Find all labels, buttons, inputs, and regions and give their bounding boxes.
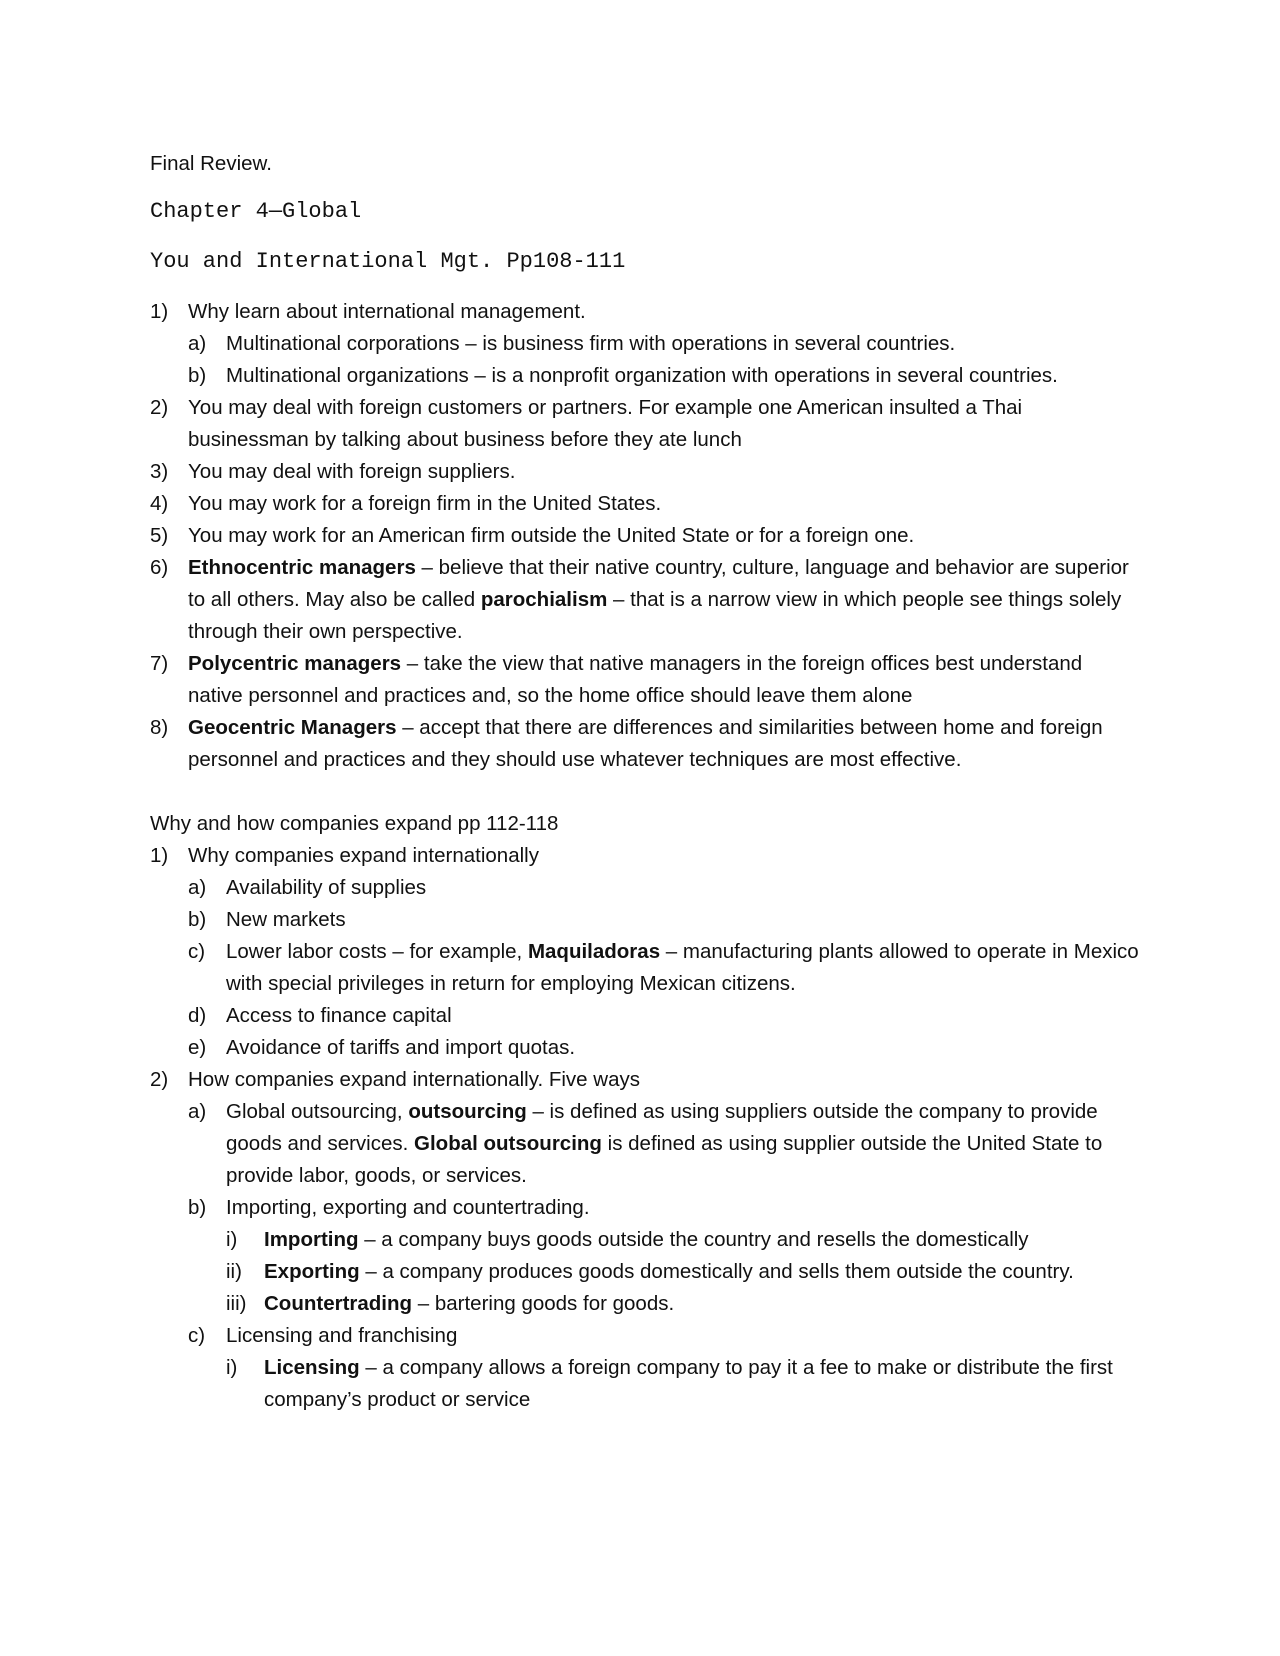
list-item: 2) How companies expand internationally. Five ways [150,1068,640,1091]
term: Geocentric Managers [188,716,397,739]
list-section-2 [150,840,1140,1416]
list-item: 6) Ethnocentric managers – believe that their native country, culture, language and behavior are superior to all others. May also be called parochialism – that is a narrow view in which people see things solely through their own perspective. [150,556,1129,643]
list-item: 3) You may deal with foreign suppliers. [150,460,516,483]
list-item: 4) You may work for a foreign firm in the United States. [150,492,662,515]
list-item: 7) Polycentric managers – take the view that native managers in the foreign offices best understand native personnel and practices and, so the home office should leave them alone [150,652,1083,707]
list-item: ii) Exporting – a company produces goods domestically and sells them outside the country. [226,1260,1074,1283]
term: Countertrading [264,1292,413,1315]
list-item: b) Multinational organizations – is a nonprofit organization with operations in several countries. [188,364,1058,387]
list-item: c) Lower labor costs – for example, Maquiladoras – manufacturing plants allowed to operate in Mexico with special privileges in return for employing Mexican citizens. [188,940,1139,995]
list-item: 8) Geocentric Managers – accept that there are differences and similarities between home and foreign personnel and practices and they should use whatever techniques are most effective. [150,716,1103,771]
list-item: 1) Why learn about international management. [150,300,586,323]
document-page [150,148,1140,1416]
term: Ethnocentric managers [188,556,416,579]
chapter-heading: Chapter 4—Global [150,199,362,224]
term: parochialism [480,588,608,611]
list-item: 2) You may deal with foreign customers or partners. For example one American insulted a Thai businessman by talking about business before they ate lunch [150,396,1023,451]
term: Exporting [264,1260,360,1283]
list-section-1 [150,296,1140,776]
term: Polycentric managers [188,652,402,675]
list-item: e) Avoidance of tariffs and import quotas. [188,1036,576,1059]
list-item: 5) You may work for an American firm outside the United State or for a foreign one. [150,524,915,547]
term: Importing [264,1228,359,1251]
list-item: b) Importing, exporting and countertrading. [188,1196,590,1219]
list-item: a) Availability of supplies [188,876,427,899]
list-item: iii) Countertrading – bartering goods for goods. [226,1292,675,1315]
list-item: a) Multinational corporations – is business firm with operations in several countries. [188,332,956,355]
document-title: Final Review. [150,152,272,175]
section-heading: Why and how companies expand pp 112-118 [150,812,559,835]
term: Global outsourcing [414,1132,602,1155]
list-item: d) Access to finance capital [188,1004,452,1027]
term: Licensing [264,1356,360,1379]
term: Maquiladoras [527,940,661,963]
list-item: a) Global outsourcing, outsourcing – is defined as using suppliers outside the company to provide goods and services. Global outsourcing is defined as using supplier outside the United State to provide labor, goods, or services. [188,1100,1103,1187]
section-heading: You and International Mgt. Pp108-111 [150,249,626,274]
list-item: i) Importing – a company buys goods outside the country and resells the domestically [226,1228,1029,1251]
list-item: c) Licensing and franchising [188,1324,458,1347]
list-item: b) New markets [188,908,346,931]
list-item: i) Licensing – a company allows a foreign company to pay it a fee to make or distribute the first company’s product or service [226,1356,1113,1411]
list-item: 1) Why companies expand internationally [150,844,539,867]
term: outsourcing [408,1100,527,1123]
